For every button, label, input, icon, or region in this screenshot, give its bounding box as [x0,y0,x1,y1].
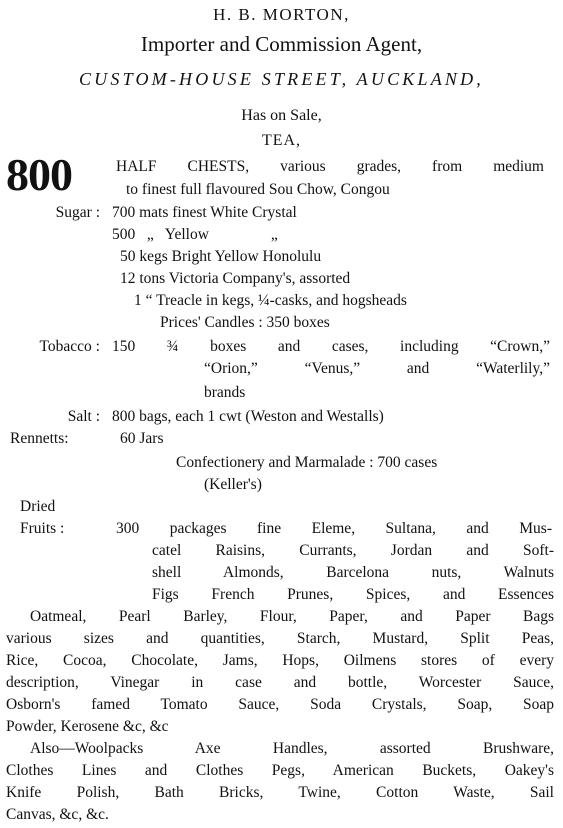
oatmeal-line: various sizes and quantities, Starch, Mustard, Split Peas, [6,630,554,647]
tea-heading: TEA, [261,132,302,149]
sugar-line: 1 “ Treacle in kegs, ¼-casks, and hogsheads [134,292,407,309]
confectionery-line: Confectionery and Marmalade : 700 cases [176,454,438,471]
oatmeal-line: Powder, Kerosene &c, &c [6,718,169,735]
sugar-line: 50 kegs Bright Yellow Honolulu [120,248,322,265]
fruits-label: Dried [20,498,56,515]
sugar-line: 500 „ Yellow „ [112,226,278,243]
oatmeal-line: Osborn's famed Tomato Sauce, Soda Crystals, Soap, Soap [6,696,554,713]
sugar-line: 12 tons Victoria Company's, assorted [120,270,351,287]
sugar-label: Sugar : [55,204,100,221]
tea-line-2: to finest full flavoured Sou Chow, Congou [126,181,390,198]
trade-title: Importer and Commission Agent, [140,32,423,56]
salt-label: Salt : [67,408,100,425]
on-sale-line: Has on Sale, [241,107,322,124]
rennetts-label: Rennetts: [10,430,69,447]
also-line: Knife Polish, Bath Bricks, Twine, Cotton Waste, Sail [6,784,554,801]
oatmeal-line: Oatmeal, Pearl Barley, Flour, Paper, and Paper Bags [30,608,554,625]
oatmeal-line: description, Vinegar in case and bottle, Worcester Sauce, [6,674,554,691]
tea-quantity: 800 [6,149,72,200]
rennetts-line: 60 Jars [120,430,164,447]
fruits-line: 300 packages fine Eleme, Sultana, and Mus- [116,520,552,537]
tobacco-line: 150 ¾ boxes and cases, including “Crown,” [112,338,550,355]
confectionery-line: (Keller's) [204,476,262,493]
fruits-line: shell Almonds, Barcelona nuts, Walnuts [152,564,554,581]
tobacco-label: Tobacco : [39,338,100,355]
tobacco-line: “Orion,” “Venus,” and “Waterlily,” [204,360,550,377]
fruits-label: Fruits : [20,520,65,537]
also-line: Canvas, &c, &c. [6,806,109,823]
tea-line-1: HALF CHESTS, various grades, from medium [116,158,544,175]
fruits-line: Figs French Prunes, Spices, and Essences [152,586,554,603]
sugar-line: 700 mats finest White Crystal [112,204,297,221]
tobacco-line: brands [204,384,246,401]
also-line: Also—Woolpacks Axe Handles, assorted Brushware, [30,740,554,757]
fruits-line: catel Raisins, Currants, Jordan and Soft- [152,542,554,559]
salt-line: 800 bags, each 1 cwt (Weston and Westalls) [112,408,384,425]
candles-line: Prices' Candles : 350 boxes [160,314,330,331]
address-line: CUSTOM-HOUSE STREET, AUCKLAND, [78,69,485,89]
merchant-name: H. B. MORTON, [213,5,350,24]
also-line: Clothes Lines and Clothes Pegs, American Buckets, Oakey's [6,762,554,779]
oatmeal-line: Rice, Cocoa, Chocolate, Jams, Hops, Oilmens stores of every [6,652,554,669]
